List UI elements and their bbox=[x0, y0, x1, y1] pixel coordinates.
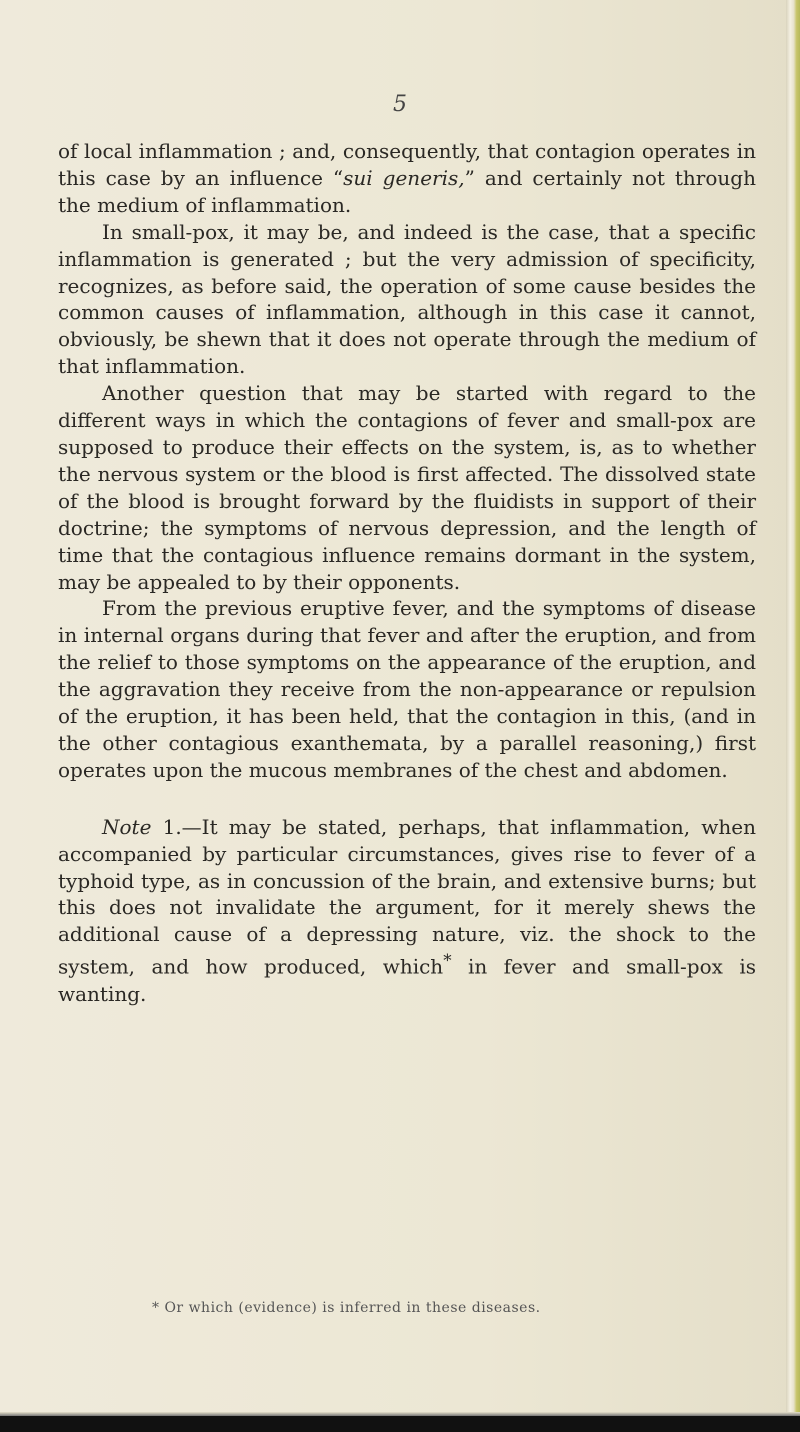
note-label: Note bbox=[102, 814, 152, 839]
paragraph-1: of local inflammation ; and, consequently, that contagion operates in this case by an influence “sui generis,” and certainly not through the medium of inflammation. bbox=[58, 139, 756, 217]
note-paragraph: Note 1.—It may be stated, perhaps, that inflammation, when accompanied by particular circumstances, gives rise to fever of a typhoid type, as in concussion of the brain, and extensive burns; but this does not invalidate the argument, for it merely shews the additional cause of a depressing nature, viz. the shock to the system, and how produced, which* in fever and small-pox is wanting. bbox=[58, 814, 756, 1006]
page-number: 5 bbox=[393, 92, 407, 117]
footnote-marker: * bbox=[443, 951, 452, 971]
page-edge bbox=[786, 0, 800, 1432]
footnote: * Or which (evidence) is inferred in these diseases. bbox=[152, 1300, 541, 1316]
body-text bbox=[58, 138, 756, 1008]
section-gap bbox=[58, 784, 756, 814]
latin-phrase: sui generis, bbox=[343, 165, 465, 190]
paragraph-3: Another question that may be started with regard to the different ways in which the contagions of fever and small-pox are supposed to produce their effects on the system, is, as to whether the nervous system or the blood is first affected. The dissolved state of the blood is brought forward by the fluidists in support of their doctrine; the symptoms of nervous depression, and the length of time that the contagious influence remains dormant in the system, may be appealed to by their opponents. bbox=[58, 381, 756, 594]
scan-bottom-border bbox=[0, 1416, 800, 1432]
paragraph-4: From the previous eruptive fever, and the symptoms of disease in internal organs during that fever and after the eruption, and from the relief to those symptoms on the appearance of the eruption, and the aggravation they receive from the non-appearance or repulsion of the eruption, it has been held, that the contagion in this, (and in the other contagious exanthemata, by a parallel reasoning,) first operates upon the mucous membranes of the chest and abdomen. bbox=[58, 596, 756, 782]
note-number: 1. bbox=[151, 814, 182, 839]
paragraph-2: In small-pox, it may be, and indeed is the case, that a specific inflammation is generated ; but the very admission of specificity, recognizes, as before said, the operation of some cause besides the common causes of inflammation, although in this case it cannot, obviously, be shewn that it does not operate through the medium of that inflammation. bbox=[58, 219, 756, 379]
